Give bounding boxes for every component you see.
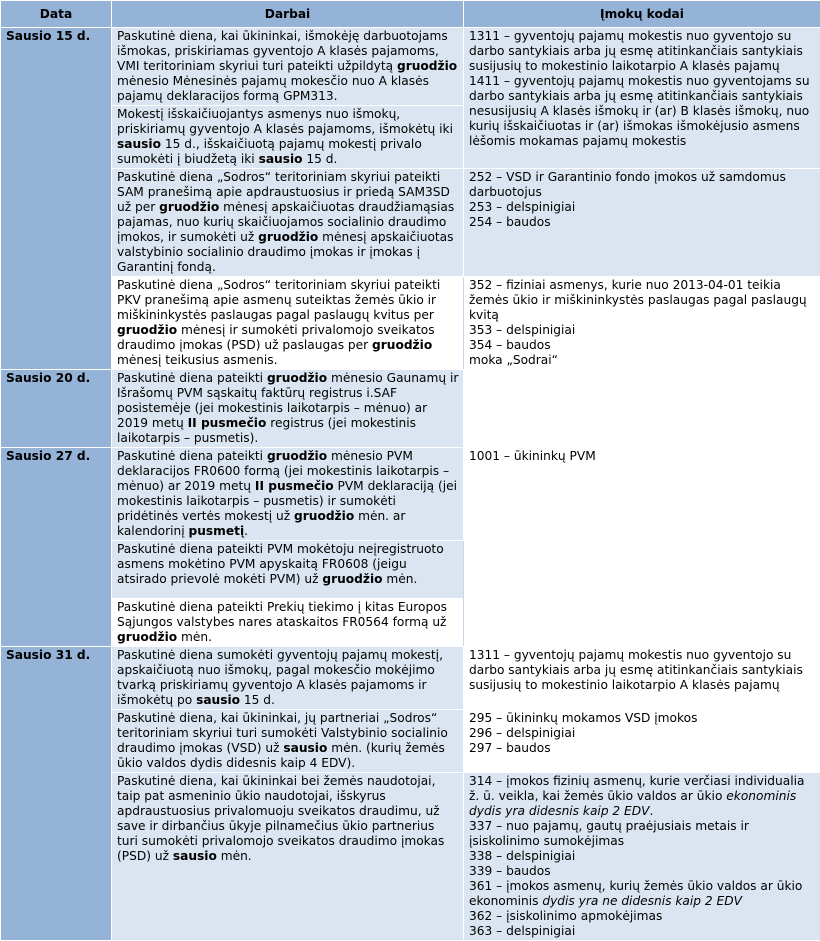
header-row: [1, 1, 820, 28]
text-fragment: 15 d.: [240, 693, 275, 707]
text-fragment: mėnesio Gaunamų ir Išrašomų PVM sąskaitų faktūrų registrus i.SAF posistemėje (jei mokestinis laikotarpis – mėnuo) ar 2019 metų: [117, 371, 458, 430]
text-fragment: 363 – delspinigiai: [469, 924, 575, 938]
text-fragment: mėn.: [217, 849, 252, 863]
bold-text: gruodžio: [397, 59, 457, 73]
code-line: [469, 879, 816, 909]
text-fragment: 15 d.: [303, 152, 338, 166]
task-cell: [112, 647, 464, 710]
codes-cell: [464, 28, 820, 169]
date-cell: Sausio 20 d.: [1, 370, 112, 448]
bold-text: gruodžio: [322, 572, 382, 586]
text-fragment: Paskutinė diena pateikti: [117, 371, 267, 385]
text-fragment: registrus (jei mokestinis laikotarpis – pusmetis).: [117, 416, 416, 445]
codes-cell: [464, 370, 820, 448]
bold-text: sausio: [196, 693, 240, 707]
code-line: [469, 864, 816, 879]
task-cell: [112, 541, 464, 599]
bold-text: pusmetį: [189, 524, 245, 538]
table-row: [1, 277, 820, 370]
text-fragment: Mokestį išskaičiuojantys asmenys nuo išmokų, priskiriamų gyventojo A klasės pajamoms, išmokėtų iki: [117, 107, 453, 136]
text-fragment: mėnesio PVM deklaracijos FR0600 formą (jei mokestinis laikotarpis – mėnuo) ar 2019 metų: [117, 449, 449, 493]
code-line: 1411 – gyventojų pajamų mokestis nuo gyventojams su darbo santykiais arba jų esmę atitinkančiais santykiais nesusijusių A klasės išmokų ir (ar) B klasės išmokų, nuo kurių išskaičiuotas ir (ar) išmokas išmokėjusio asmens lėšomis mokamas pajamų mokestis: [469, 74, 816, 149]
table-row: [1, 710, 820, 773]
task-cell: [112, 773, 464, 941]
bold-text: gruodžio: [117, 323, 177, 337]
text-fragment: mėn. ar kalendorinį: [117, 509, 405, 538]
table-row: [1, 28, 820, 106]
code-line: [469, 909, 816, 924]
text-fragment: Paskutinė diena „Sodros“ teritoriniam skyriui pateikti SAM pranešimą apie apdraustuosius ir priedą SAM3SD už per: [117, 170, 450, 214]
header-date: Data: [1, 1, 112, 28]
task-cell: [112, 599, 464, 647]
code-line: 296 – delspinigiai: [469, 726, 816, 741]
italic-text: dydis yra ne didesnis kaip 2 EDV: [542, 894, 742, 908]
code-line: 295 – ūkininkų mokamos VSD įmokos: [469, 711, 816, 726]
date-cell: Sausio 31 d.: [1, 647, 112, 941]
table-row: [1, 169, 820, 277]
text-fragment: 337 – nuo pajamų, gautų praėjusiais metais ir įsiskolinimo sumokėjimas: [469, 819, 753, 848]
text-fragment: Paskutinė diena pateikti: [117, 449, 267, 463]
codes-cell: [464, 277, 820, 370]
table-row: [1, 647, 820, 710]
italic-text: ekonominis dydis yra didesnis kaip 2 EDV: [469, 789, 800, 818]
bold-text: gruodžio: [267, 371, 327, 385]
code-line: [469, 774, 816, 819]
text-fragment: PVM deklaraciją (jei mokestinis laikotarpis – pusmetis) ir sumokėti pridėtinės vertės mokestį už: [117, 479, 457, 523]
text-fragment: mėn.: [177, 630, 212, 644]
code-line: [469, 849, 816, 864]
codes-cell: [464, 647, 820, 710]
table-row: [1, 370, 820, 448]
code-line: 352 – fiziniai asmenys, kurie nuo 2013-04-01 teikia žemės ūkio ir miškininkystės paslaugas pagal paslaugų kvitą: [469, 278, 816, 323]
bold-text: sausio: [173, 849, 217, 863]
codes-cell: [464, 773, 820, 941]
code-line: 252 – VSD ir Garantinio fondo įmokos už samdomus darbuotojus: [469, 170, 816, 200]
task-cell: [112, 106, 464, 169]
bold-text: gruodžio: [159, 200, 219, 214]
text-fragment: mėn. (kurių žemės ūkio valdos dydis didesnis kaip 4 EDV).: [117, 741, 445, 770]
text-fragment: Paskutinė diena, kai ūkininkai, išmokėję darbuotojams išmokas, priskiriamas gyventojo A klasės pajamoms, VMI teritoriniam skyriui turi pateikti užpildytą: [117, 29, 448, 73]
text-fragment: Paskutinė diena, kai ūkininkai bei žemės naudotojai, taip pat asmeninio ūkio naudotojai, išskyrus apdraustuosius privalomuoju sveikatos draudimu, už save ir dirbančius ūkyje pilnamečius ūkio partnerius turi sumokėti privalomojo sveikatos draudimo įmokas (PSD) už: [117, 774, 444, 863]
text-fragment: 362 – įsiskolinimo apmokėjimas: [469, 909, 662, 923]
text-fragment: Paskutinė diena pateikti PVM mokėtoju neįregistruoto asmens mokėtino PVM apyskaitą FR0608 (jeigu atsirado prievolė mokėti PVM) už: [117, 542, 444, 586]
text-fragment: .: [649, 804, 653, 818]
text-fragment: mėn.: [383, 572, 418, 586]
task-cell: [112, 710, 464, 773]
text-fragment: mėnesio Mėnesinės pajamų mokesčio nuo A klasės pajamų deklaracijos formą GPM313.: [117, 74, 429, 103]
task-cell: [112, 28, 464, 106]
text-fragment: mėnesį apskaičiuotas draudžiamąsias pajamas, nuo kurių skaičiuojamos socialinio draudimo įmokos, ir sumokėti už: [117, 200, 454, 244]
code-line: [469, 819, 816, 849]
date-cell: Sausio 15 d.: [1, 28, 112, 370]
bold-text: gruodžio: [267, 449, 327, 463]
bold-text: sausio: [283, 741, 327, 755]
bold-text: sausio: [259, 152, 303, 166]
bold-text: gruodžio: [294, 509, 354, 523]
codes-cell: [464, 448, 820, 647]
code-line: 297 – baudos: [469, 741, 816, 756]
task-cell: [112, 169, 464, 277]
bold-text: II pusmečio: [255, 479, 334, 493]
text-fragment: Paskutinė diena pateikti Prekių tiekimo į kitas Europos Sąjungos valstybes nares ataskaitos FR0564 formą už: [117, 600, 447, 629]
bold-text: II pusmečio: [188, 416, 267, 430]
text-fragment: 15 d., išskaičiuotą pajamų mokestį privalo sumokėti į biudžetą iki: [117, 137, 422, 166]
text-fragment: mėnesį apskaičiuotas valstybinio socialinio draudimo įmokas ir įmokas į Garantinį fondą.: [117, 230, 454, 274]
text-fragment: 314 – įmokos fizinių asmenų, kurie verčiasi individualia ž. ū. veikla, kai žemės ūkio valdos ar ūkio: [469, 774, 808, 803]
table-row: [1, 448, 820, 541]
bold-text: gruodžio: [372, 338, 432, 352]
bold-text: sausio: [117, 137, 161, 151]
task-cell: [112, 277, 464, 370]
text-fragment: 361 – įmokos asmenų, kurių žemės ūkio valdos ar ūkio ekonominis: [469, 879, 806, 908]
text-fragment: Paskutinė diena sumokėti gyventojų pajamų mokestį, apskaičiuotą nuo išmokų, pagal mokesčio mokėjimo tvarką priskiriamų gyventojo A klasės pajamoms ir išmokėtų po: [117, 648, 443, 707]
code-line: 1001 – ūkininkų PVM: [469, 449, 816, 464]
codes-cell: [464, 710, 820, 773]
table-body: [1, 28, 820, 941]
task-cell: [112, 370, 464, 448]
code-line: 354 – baudos: [469, 338, 816, 353]
text-fragment: 338 – delspinigiai: [469, 849, 575, 863]
text-fragment: Paskutinė diena „Sodros“ teritoriniam skyriui pateikti PKV pranešimą apie asmenų suteiktas žemės ūkio ir miškininkystės paslaugas pagal paslaugų kvitus per: [117, 278, 440, 322]
text-fragment: .: [244, 524, 248, 538]
code-line: 1311 – gyventojų pajamų mokestis nuo gyventojo su darbo santykiais arba jų esmę atitinkančiais santykiais susijusių to mokestinio laikotarpio A klasės pajamų: [469, 29, 816, 74]
text-fragment: Paskutinė diena, kai ūkininkai, jų partneriai „Sodros“ teritoriniam skyriui turi sumokėti Valstybinio socialinio draudimo įmokas (VSD) už: [117, 711, 448, 755]
code-line: 353 – delspinigiai: [469, 323, 816, 338]
code-line: 254 – baudos: [469, 215, 816, 230]
codes-cell: [464, 169, 820, 277]
code-line: [469, 924, 816, 939]
code-line: moka „Sodrai“: [469, 353, 816, 368]
text-fragment: mėnesį ir sumokėti privalomojo sveikatos draudimo įmokas (PSD) už paslaugas per: [117, 323, 435, 352]
header-tasks: Darbai: [112, 1, 464, 28]
table-row: [1, 773, 820, 941]
text-fragment: 339 – baudos: [469, 864, 551, 878]
date-cell: Sausio 27 d.: [1, 448, 112, 647]
bold-text: gruodžio: [258, 230, 318, 244]
text-fragment: mėnesį teikusius asmenis.: [117, 353, 277, 367]
task-cell: [112, 448, 464, 541]
bold-text: gruodžio: [117, 630, 177, 644]
code-line: 1311 – gyventojų pajamų mokestis nuo gyventojo su darbo santykiais arba jų esmę atitinkančiais santykiais susijusių to mokestinio laikotarpio A klasės pajamų: [469, 648, 816, 693]
code-line: 253 – delspinigiai: [469, 200, 816, 215]
header-codes: Įmokų kodai: [464, 1, 820, 28]
